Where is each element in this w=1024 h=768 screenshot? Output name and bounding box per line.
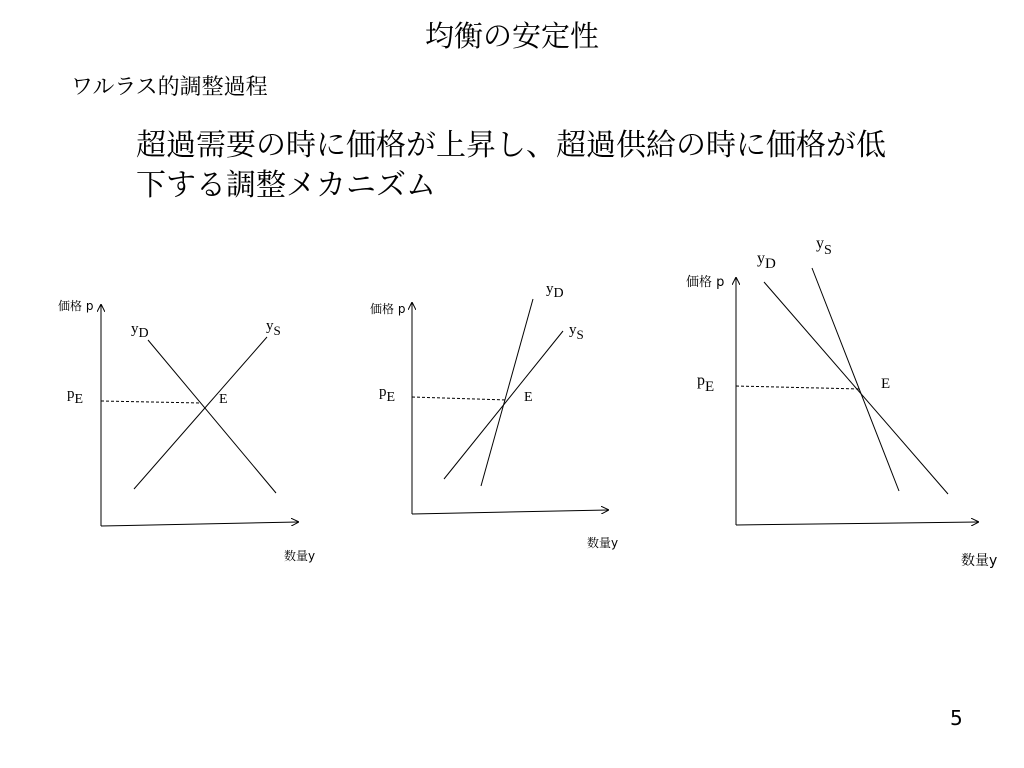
diagram-3-demand-curve (764, 282, 948, 494)
diagram-3-price-guide (736, 386, 860, 389)
diagram-1-price-label: pE (67, 386, 84, 407)
diagram-2-price-guide (412, 397, 507, 400)
diagram-2-demand-label: yD (546, 281, 564, 301)
body-line-2: 下する調整メカニズム (136, 168, 436, 203)
diagram-1-equilibrium-label: E (219, 392, 228, 407)
diagram-2-supply-label: yS (569, 322, 584, 342)
diagram-1-x-axis (101, 522, 298, 526)
diagram-3-y-axis-label: 価格 p (686, 275, 725, 290)
diagram-3-demand-label: yD (757, 250, 776, 272)
slide-subtitle: ワルラス的調整過程 (71, 75, 268, 100)
diagram-1-x-axis-label: 数量y (284, 549, 316, 563)
diagram-3-x-axis (736, 522, 978, 525)
diagram-2-x-axis (412, 510, 608, 514)
diagram-3-equilibrium-label: E (881, 376, 891, 392)
diagram-1-demand-label: yD (131, 321, 149, 341)
diagram-2-y-axis-label: 価格 p (370, 302, 406, 316)
diagram-1-supply-label: yS (266, 318, 281, 338)
diagram-3-x-axis-label: 数量y (961, 553, 998, 569)
diagram-2-price-label: pE (379, 384, 396, 405)
diagram-2-supply-curve (444, 331, 563, 479)
body-line-1: 超過需要の時に価格が上昇し、超過供給の時に価格が低 (136, 128, 886, 163)
diagram-2-x-axis-label: 数量y (587, 536, 619, 550)
diagram-1-price-guide (101, 401, 201, 403)
diagram-1 (101, 305, 298, 526)
diagram-3 (736, 268, 978, 525)
slide-title: 均衡の安定性 (424, 19, 599, 53)
diagram-1-supply-curve (134, 337, 267, 489)
diagram-1-demand-curve (148, 340, 276, 493)
page-number: 5 (950, 706, 963, 730)
diagram-1-y-axis-label: 価格 p (58, 299, 94, 313)
diagram-2-equilibrium-label: E (524, 390, 533, 405)
diagram-3-price-label: pE (697, 372, 715, 395)
diagram-3-supply-label: yS (816, 235, 832, 258)
